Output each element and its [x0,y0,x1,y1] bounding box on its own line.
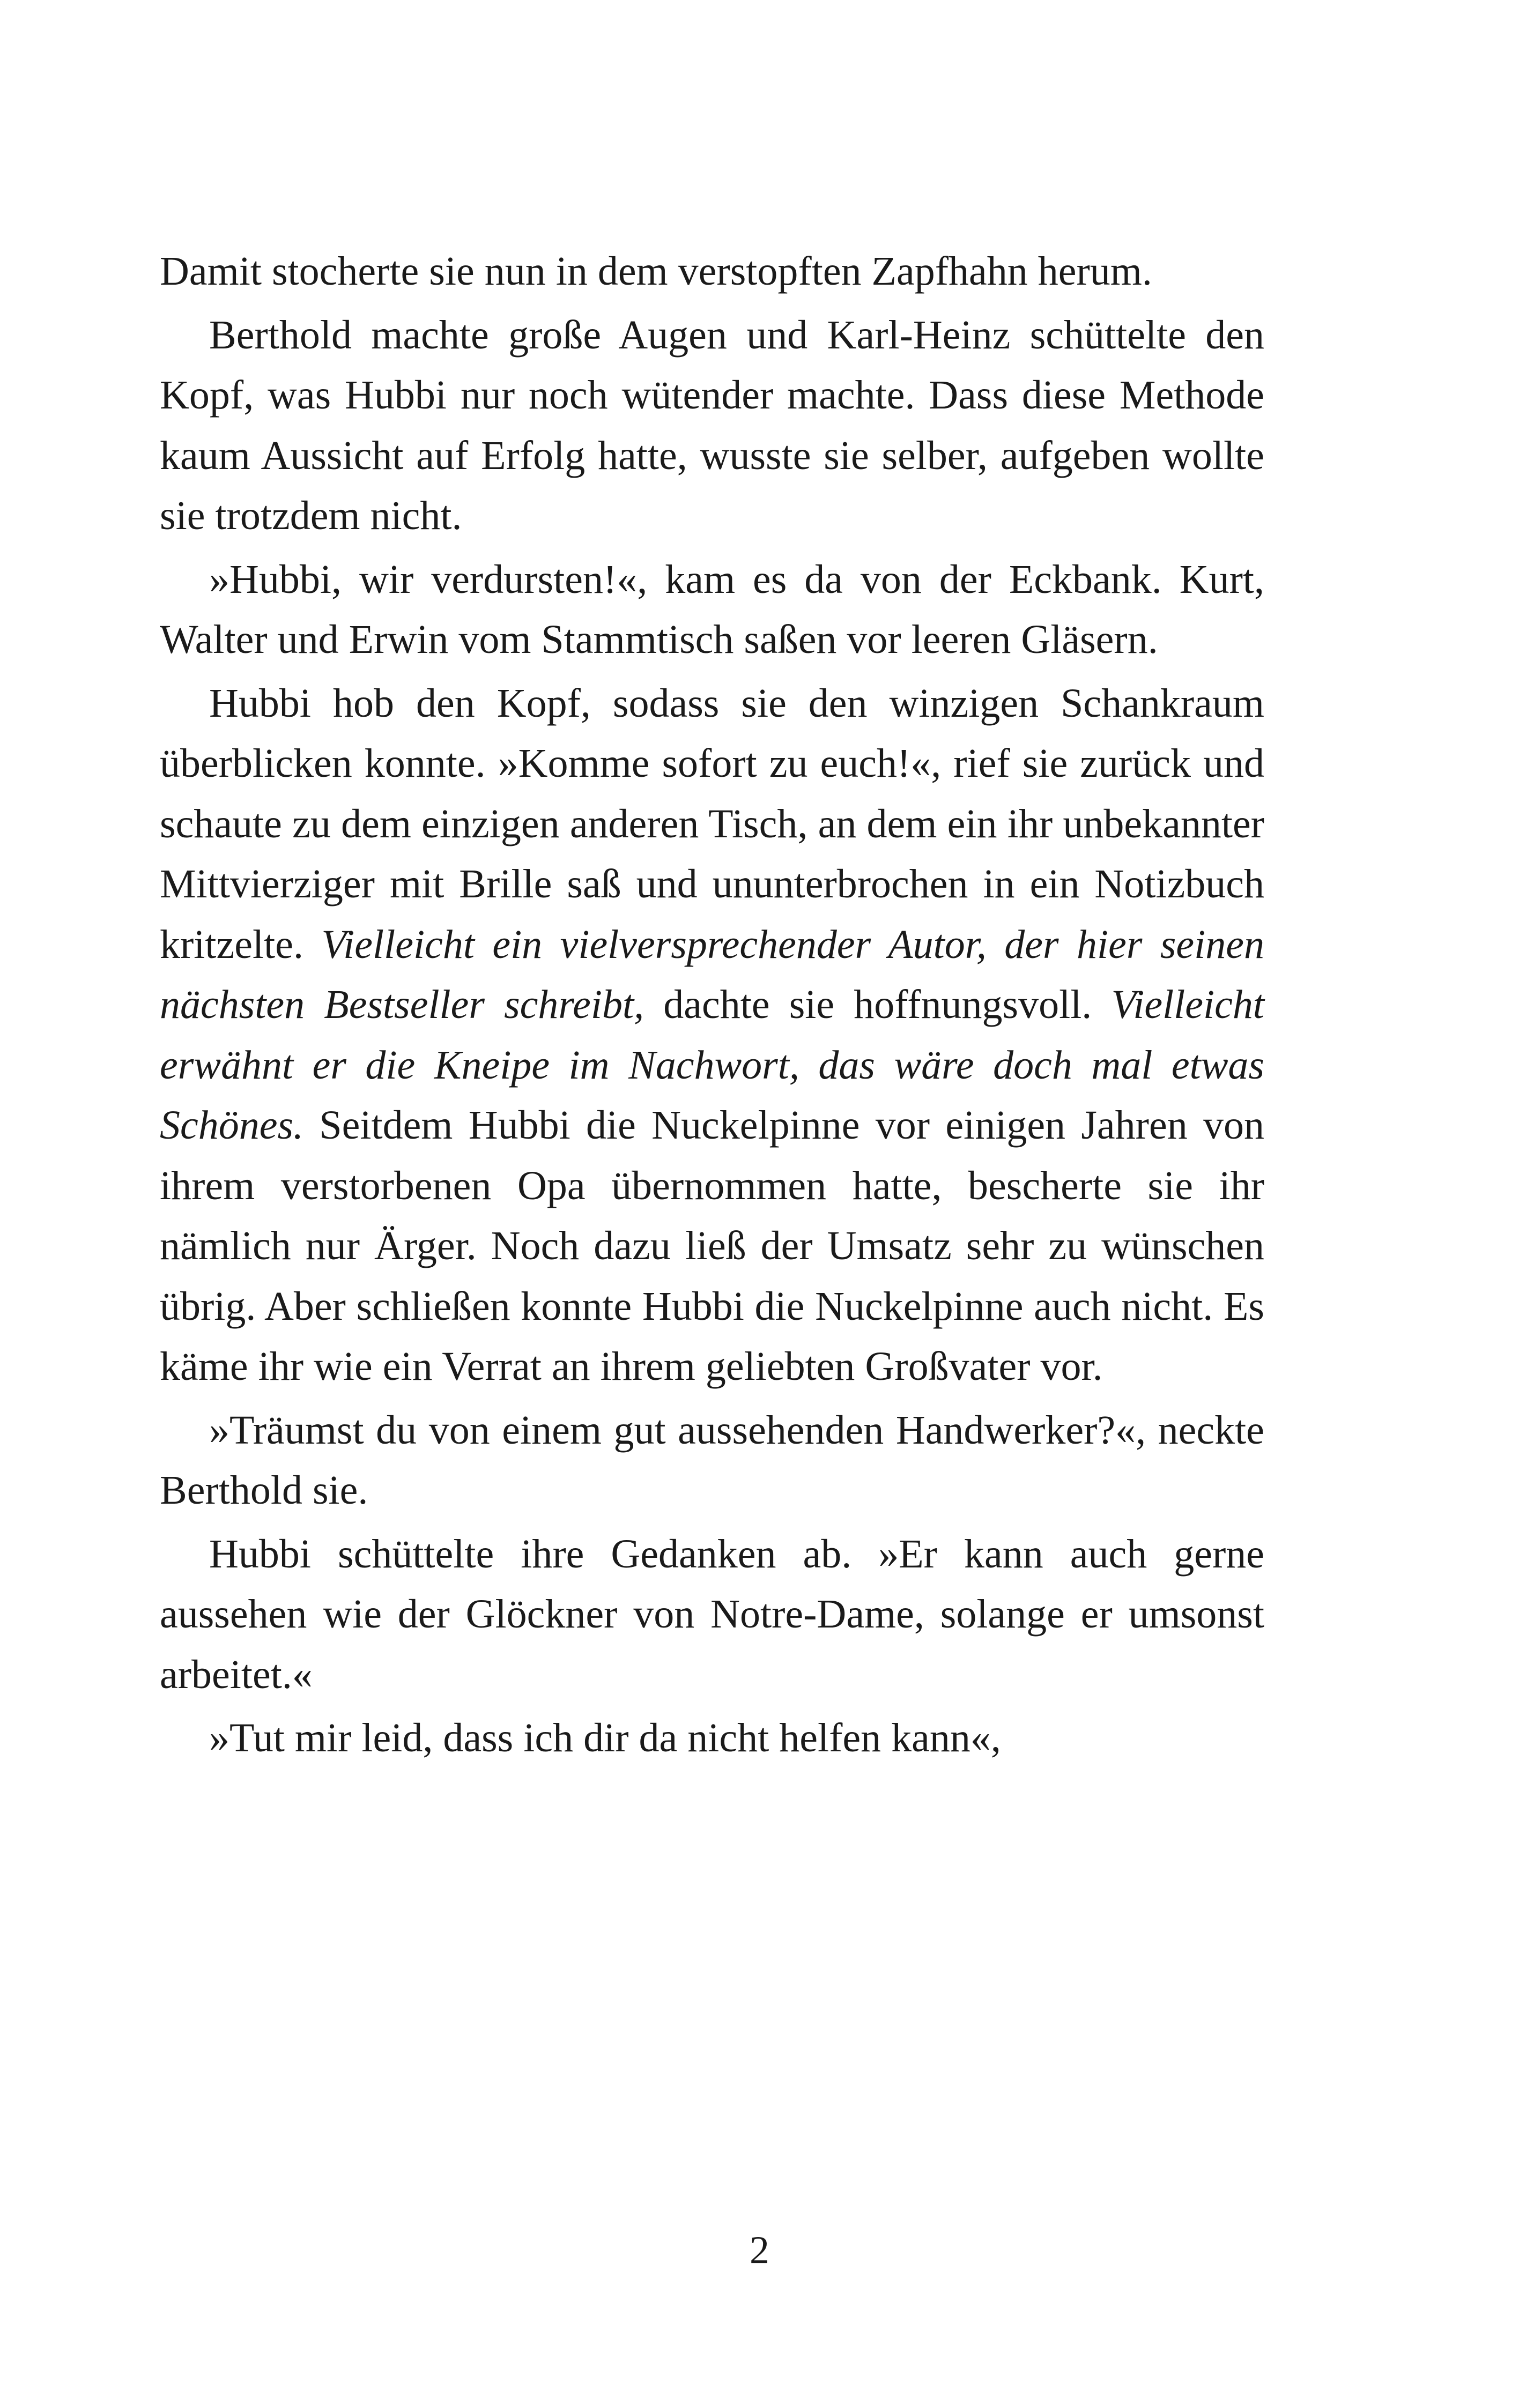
paragraph [160,241,1264,302]
text-run: Seitdem Hubbi die Nuckelpinne vor einigen Jahren von ihrem verstorbenen Opa übernommen hatte, bescherte sie ihr nämlich nur Ärger. Noch dazu ließ der Umsatz sehr zu wünschen übrig. Aber schließen konnte Hubbi die Nuckelpinne auch nicht. Es käme ihr wie ein Verrat an ihrem geliebten Großvater vor. [160,1103,1264,1389]
text-run: Hubbi hob den Kopf, sodass sie den winzigen Schankraum überblicken konnte. »Komme sofort zu euch!«, rief sie zurück und schaute zu dem einzigen anderen Tisch, an dem ein ihr unbekannter Mittvierziger mit Brille saß und ununterbrochen in ein Notizbuch kritzelte. [160,680,1264,967]
paragraph [160,673,1264,1397]
paragraph [160,1400,1264,1521]
paragraph [160,549,1264,670]
paragraph [160,305,1264,546]
text-run: Damit stocherte sie nun in dem verstopften Zapfhahn herum. [160,249,1152,294]
paragraph [160,1524,1264,1705]
text-run: Berthold machte große Augen und Karl-Heinz schüttelte den Kopf, was Hubbi nur noch wütender machte. Dass diese Methode kaum Aussicht auf Erfolg hatte, wusste sie selber, aufgeben wollte sie trotzdem nicht. [160,312,1264,538]
italic-text-run: Vielleicht erwähnt er die Kneipe im Nachwort, das wäre doch mal etwas Schönes. [160,982,1264,1148]
page-body [160,241,1264,1772]
page-number: 2 [750,2228,769,2272]
text-run: »Tut mir leid, dass ich dir da nicht helfen kann«, [209,1715,1001,1760]
paragraph [160,1708,1264,1768]
italic-text-run: Vielleicht ein vielversprechender Autor, der hier seinen nächsten Bestseller schreibt, [160,921,1264,1027]
text-run: dachte sie hoffnungsvoll. [644,982,1112,1027]
text-run: »Träumst du von einem gut aussehenden Handwerker?«, neckte Berthold sie. [160,1407,1264,1513]
text-run: Hubbi schüttelte ihre Gedanken ab. »Er kann auch gerne aussehen wie der Glöckner von Notre-Dame, solange er umsonst arbeitet.« [160,1531,1264,1697]
text-run: »Hubbi, wir verdursten!«, kam es da von der Eckbank. Kurt, Walter und Erwin vom Stammtisch saßen vor leeren Gläsern. [160,556,1264,662]
